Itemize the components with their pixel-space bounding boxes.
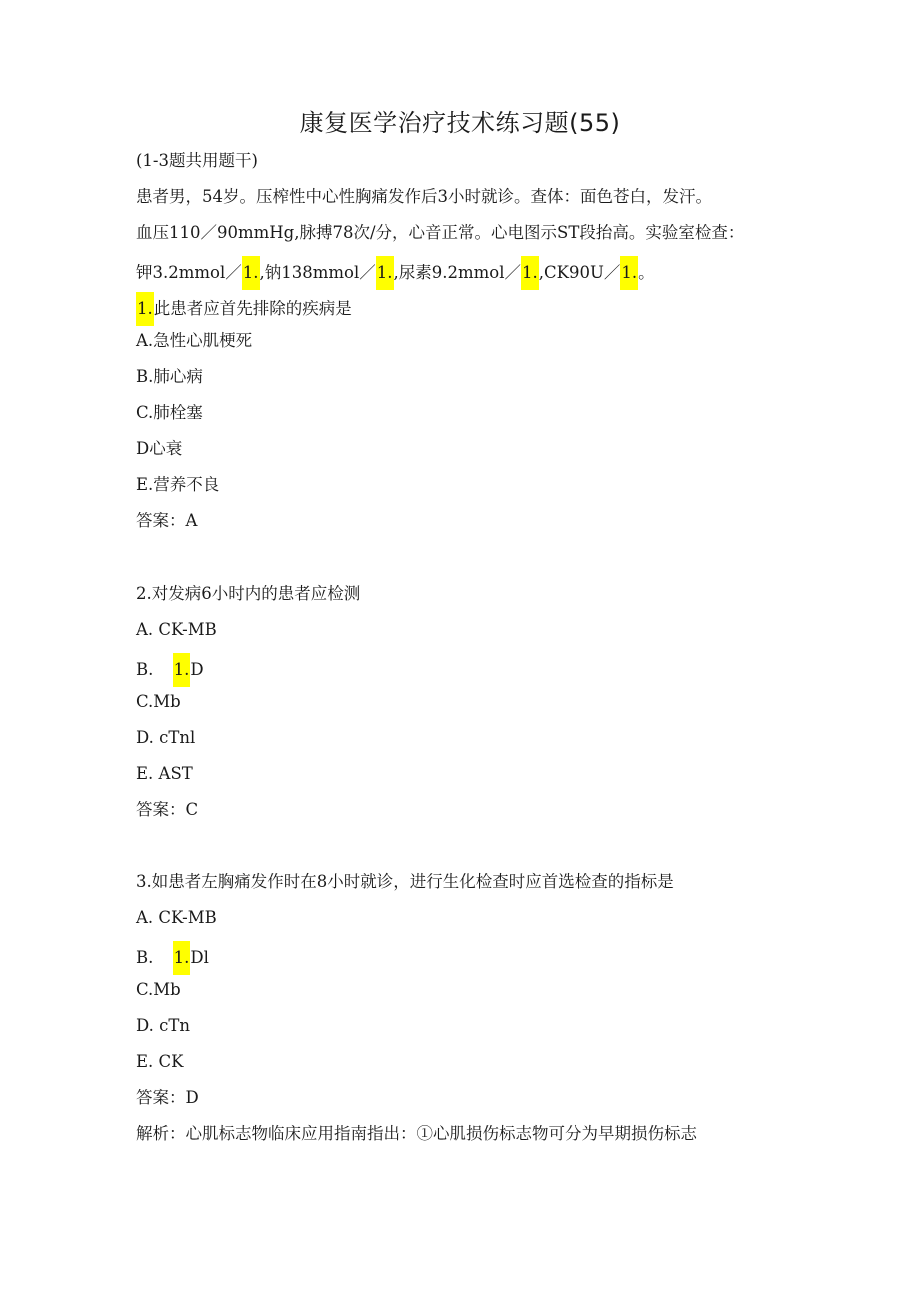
option-b-prefix: B.: [136, 948, 159, 967]
q2-option-c: C.Mb: [136, 692, 181, 711]
q1-option-e: E.营养不良: [136, 475, 220, 494]
q1-option-a: A.急性心肌梗死: [136, 331, 253, 350]
question-1-stem: [136, 292, 352, 326]
option-b-suffix: Dl: [190, 948, 209, 967]
q1-answer: 答案：A: [136, 511, 198, 530]
q3-option-b: [136, 941, 209, 975]
highlight-mark: 1.: [521, 256, 539, 290]
page-title: 康复医学治疗技术练习题(55): [299, 109, 621, 137]
analysis-text: 解析：心肌标志物临床应用指南指出：①心肌损伤标志物可分为早期损伤标志: [136, 1124, 697, 1143]
case-text-line-1: 患者男，54岁。压榨性中心性胸痛发作后3小时就诊。查体：面色苍白，发汗。: [136, 187, 712, 206]
q3-option-d: D. cTn: [136, 1016, 191, 1035]
q2-option-e: E. AST: [136, 764, 193, 783]
question-3-stem: 3.如患者左胸痛发作时在8小时就诊，进行生化检查时应首选检查的指标是: [136, 872, 674, 891]
highlight-mark: 1.: [242, 256, 260, 290]
sodium-text: ,钠138mmol／: [259, 263, 376, 282]
potassium-text: 钾3.2mmol／: [136, 263, 242, 282]
case-text-line-2: 血压110／90mmHg,脉搏78次/分，心音正常。心电图示ST段抬高。实验室检查：: [136, 223, 745, 242]
q3-option-a: A. CK-MB: [136, 908, 217, 927]
question-number-highlight: 1.: [136, 292, 154, 326]
q1-option-d: D心衰: [136, 439, 183, 458]
highlight-mark: 1.: [376, 256, 394, 290]
case-text-line-3: [136, 256, 655, 290]
urea-text: ,尿素9.2mmol／: [393, 263, 521, 282]
q2-option-b: [136, 653, 204, 687]
q2-answer: 答案：C: [136, 800, 199, 819]
question-2-stem: 2.对发病6小时内的患者应检测: [136, 584, 361, 603]
shared-stem-label: (1-3题共用题干): [136, 151, 258, 170]
q2-option-d: D. cTnl: [136, 728, 196, 747]
highlight-mark: 1.: [620, 256, 638, 290]
ck-text: ,CK90U／: [538, 263, 621, 282]
q1-option-b: B.肺心病: [136, 367, 203, 386]
q3-option-e: E. CK: [136, 1052, 184, 1071]
line-end: 。: [638, 263, 655, 282]
q1-option-c: C.肺栓塞: [136, 403, 203, 422]
option-b-prefix: B.: [136, 660, 159, 679]
question-stem-text: 此患者应首先排除的疾病是: [153, 299, 352, 318]
q3-answer: 答案：D: [136, 1088, 199, 1107]
option-b-suffix: D: [190, 660, 204, 679]
q3-option-c: C.Mb: [136, 980, 181, 999]
highlight-mark: 1.: [173, 653, 191, 687]
q2-option-a: A. CK-MB: [136, 620, 217, 639]
highlight-mark: 1.: [173, 941, 191, 975]
